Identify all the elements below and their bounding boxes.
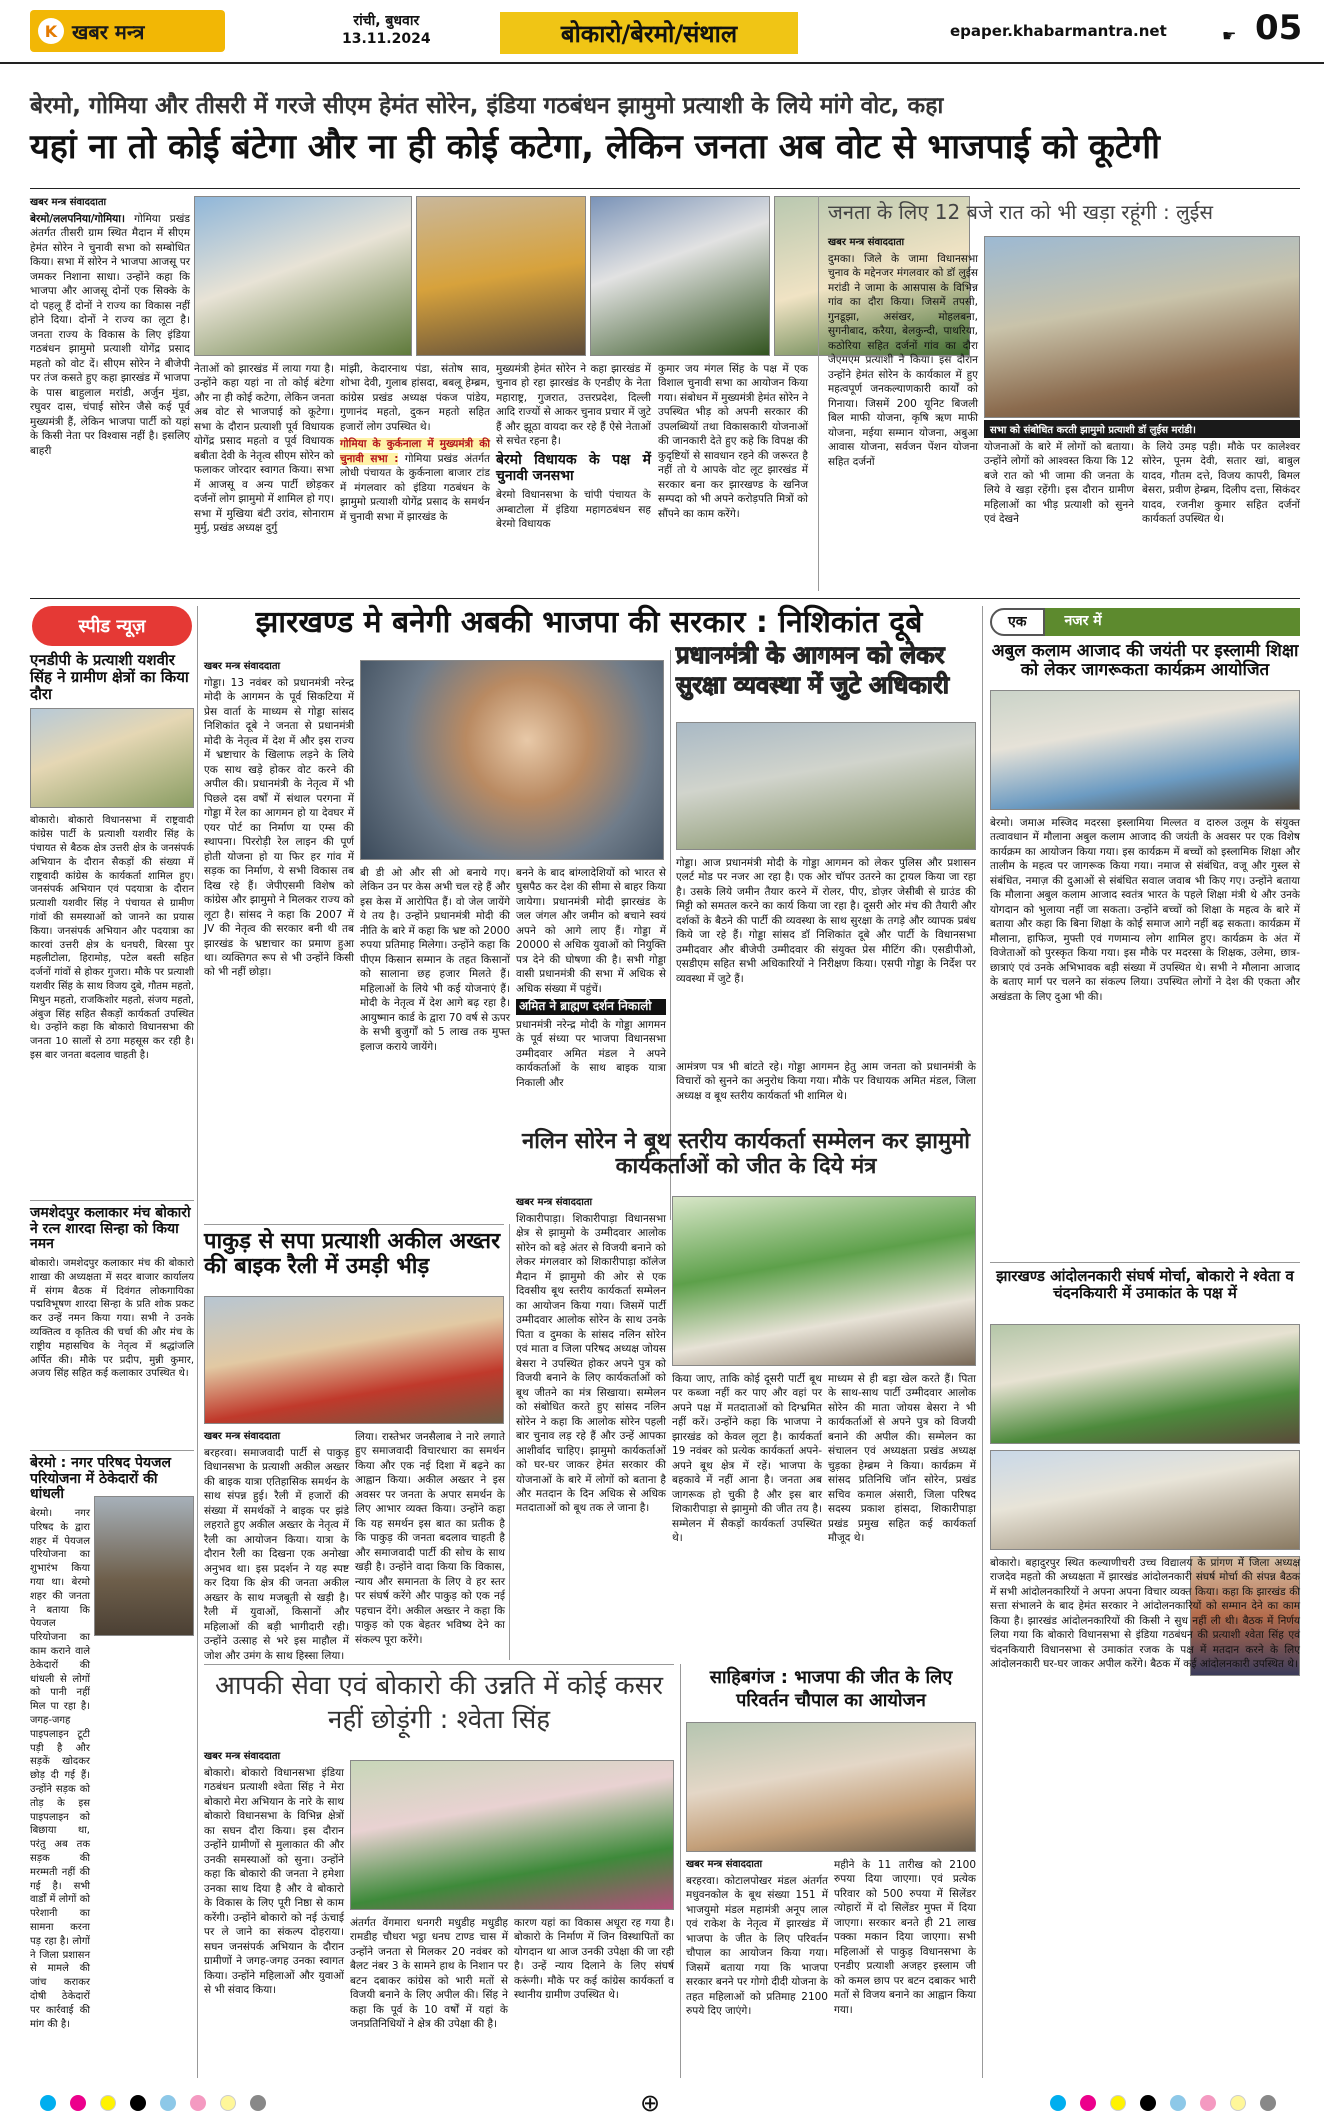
nalin-byline: खबर मन्त्र संवाददाता xyxy=(516,1197,593,1208)
place-day: रांची, बुधवार xyxy=(353,13,420,29)
nishikant-subhead: अमित ने ब्राह्मण दर्शन निकाली xyxy=(516,999,666,1014)
luis-col-2 xyxy=(984,440,1134,591)
nalin-body-3: माध्यम से ही बड़ा खेल करते हैं। पिता के साथ-साथ पार्टी उम्मीदवार आलोक सोरेन की माता जोयस बेसरा ने भी कार्यकर्ताओं से अपने पुत्र को विजयी बनाने की अपील की। सम्मेलन का संचालन एवं अध्यक्षता प्रखंड अध्यक्ष चुड़का हेम्ब्रम ने किया। कार्यक्रम में सांसद प्रतिनिधि जॉन सोरेन, प्रखंड सचिव कमाल अंसारी, जिला परिषद सदस्य प्रकाश हांसदा, शिकारीपाड़ा प्रखंड प्रमुख सहित कई कार्यकर्ता मौजूद थे। xyxy=(828,1373,976,1545)
lead-body-4: मुख्यमंत्री हेमंत सोरेन ने कहा झारखंड में चुनाव हो रहा झारखंड के एनडीए के नेता महाराष्ट्र, गुजरात, उत्तरप्रदेश, दिल्ली आदि राज्यों से आकर चुनाव प्रचार में जुटे हैं और झूठा वायदा कर रहे हैं ऐसे नेताओं से सचेत रहना है। xyxy=(496,363,651,448)
sahibganj-headline: साहिबगंज : भाजपा की जीत के लिए परिवर्तन चौपाल का आयोजन xyxy=(709,1667,953,1712)
page-number: 05 xyxy=(1255,8,1303,48)
ek-nazar-label-1: एक xyxy=(990,608,1045,636)
nishikant-photo xyxy=(360,660,664,860)
lead-photo-2 xyxy=(416,196,586,356)
andolan-body xyxy=(990,1556,1300,2078)
lead-subhead-1: गोमिया के कुर्कनाला में मुख्यमंत्री की चुनावी सभा : xyxy=(340,438,490,465)
luis-body-3: के लिये उमड़ पड़ी। मौके पर कालेश्वर सोरेन, पूनम देवी, सतार खां, बाबुल यादव, गौतम दत्ते, विजय कापरी, बिमल बेसरा, प्रवीण हेम्ब्रम, दिलीप दत्ता, सिकंदर यादव, रजनीश कुमार सहित दर्जनों कार्यकर्ता उपस्थित थे। xyxy=(1142,441,1300,526)
registration-mark-icon: ⊕ xyxy=(640,2089,661,2117)
lead-col-5 xyxy=(658,362,808,591)
shweta-byline: खबर मन्त्र संवाददाता xyxy=(204,1751,281,1762)
lead-photo-1 xyxy=(194,196,412,356)
akeel-photo xyxy=(204,1296,504,1424)
sahibganj-col-2 xyxy=(834,1858,976,2078)
print-color-bar xyxy=(0,2085,1324,2121)
lead-headline: यहां ना तो कोई बंटेगा और ना ही कोई कटेगा, लेकिन जनता अब वोट से भाजपाई को कूटेगी xyxy=(30,127,1160,167)
shweta-body-1: बोकारो। बोकारो विधानसभा इंडिया गठबंधन प्रत्याशी श्वेता सिंह ने मेरा बोकारो मेरा अभियान के नारे के साथ बोकारो विधानसभा के विभिन्न क्षेत्रों का सघन दौरा किया। इस दौरान उन्होंने ग्रामीणों से मुलाकात की और उनकी समस्याओं को सुना। उन्होंने कहा कि बोकारो की जनता ने हमेशा उनका साथ दिया है और वे बोकारो के विकास के लिए पूरी निष्ठा से काम करेंगी। उन्होंने बोकारो को नई ऊंचाई पर ले जाने का संकल्प दोहराया। सघन जनसंपर्क अभियान के दौरान ग्रामीणों ने जगह-जगह उनका स्वागत किया। उन्होंने महिलाओं और युवाओं से भी संवाद किया। xyxy=(204,1766,344,1997)
ek-nazar-label-2: नजर में xyxy=(1045,608,1301,636)
color-dot xyxy=(100,2095,116,2111)
akeel-byline: खबर मन्त्र संवाददाता xyxy=(204,1431,281,1442)
lead-body-4b: बेरमो विधानसभा के चांपी पंचायत के अम्बाटोला में इंडिया महागठबंधन सह बेरमो विधायक xyxy=(496,489,651,531)
shweta-headline: आपकी सेवा एवं बोकारो की उन्नति में कोई कसर नहीं छोड़ूंगी : श्वेता सिंह xyxy=(215,1671,663,1735)
nalin-body-1: शिकारीपाड़ा। शिकारीपाड़ा विधानसभा क्षेत्र से झामुमो के उम्मीदवार आलोक सोरेन को बड़े अंतर से विजयी बनाने को लेकर मंगलवार को शिकारीपाड़ा कॉलेज मैदान में झामुमो की ओर से एक दिवसीय बूथ स्तरीय कार्यकर्ता सम्मेलन का आयोजन किया गया। जिसमें पार्टी उम्मीदवार आलोक सोरेन के साथ उनके पिता व दुमका के सांसद नलिन सोरेन एवं माता व जिला परिषद अध्यक्ष जोयस बेसरा ने उपस्थित होकर अपने पुत्र को विजयी बनाने के लिए कार्यकर्ताओं को बूथ जीतने का मंत्र सिखाया। सम्मेलन को संबोधित करते हुए सांसद नलिन सोरेन ने कहा कि आलोक सोरेन पहली बार चुनाव लड़ रहे हैं और उन्हें आपका आशीर्वाद चाहिए। झामुमो कार्यकर्ताओं को घर-घर जाकर हेमंत सरकार की योजनाओं के बारे में लोगों को बताना है और मतदान के दिन अधिक से अधिक मतदाताओं को बूथ तक ले जाना है। xyxy=(516,1212,666,1515)
color-dot xyxy=(130,2095,146,2111)
lead-byline: खबर मन्त्र संवाददाता xyxy=(30,197,107,208)
security-body-b xyxy=(676,1060,976,1120)
section-title: बोकारो/बेरमो/संथाल xyxy=(500,12,798,54)
nishikant-col-2 xyxy=(360,866,510,1220)
speed-item-1 xyxy=(30,652,194,1197)
speed-item-1-headline: एनडीपी के प्रत्याशी यशवीर सिंह ने ग्रामीण क्षेत्रों का किया दौरा xyxy=(30,651,189,703)
speed-item-2 xyxy=(30,1206,194,1446)
lead-body-5: कुमार जय मंगल सिंह के पक्ष में एक विशाल चुनावी सभा का आयोजन किया गया। संबोधन में मुख्यमंत्री हेमंत सोरेन ने उपस्थित भीड़ को अपनी सरकार की उपलब्धियों तथा विकासकारी योजनाओं की जानकारी देते हुए कहे कि विपक्ष की कुदृष्टियों से सावधान रहने की जरूरत है नहीं तो ये आपके वोट लूट झारखंड में सरकार बना कर झारखण्ड के खनिज सम्पदा को भी अपने करोड़पति मित्रों को सौंपने का काम करेंगे। xyxy=(658,363,809,520)
azad-body xyxy=(990,816,1300,1256)
sahibganj-body-1: बरहरवा। कोटालपोखर मंडल अंतर्गत मधुवनकोल के बूथ संख्या 151 में भाजयुमो मंडल महामंत्री अनूप लाल एवं राकेश के नेतृत्व में झारखंड में भाजपा के जीत के लिए परिवर्तन चौपाल का आयोजन किया गया। जिसमें बताया गया कि भाजपा सरकार बनने पर गोगो दीदी योजना के तहत महिलाओं को प्रतिमाह 2100 रुपये दिए जाएंगे। xyxy=(686,1874,828,2018)
color-dot xyxy=(1050,2095,1066,2111)
luis-body-1: दुमका। जिले के जामा विधानसभा चुनाव के मद्देनजर मंगलवार को डॉ लुईस मरांडी ने जामा के आसपास के विभिन्न गांव का दौरा किया। जिसमें तपसी, गुनडूझा, असंखर, मोहलबना, सुगनीबाद, करैया, बेलकुन्दी, पाथरिया, कठोरिया सहित दर्जनों गांव का दौरा जेएमएम प्रत्याशी ने किया। इस दौरान उन्होंने हेमंत सोरेन के कार्यकाल में हुए महत्वपूर्ण जनकल्याणकारी कार्यों को गिनाया। जिसमें 200 यूनिट बिजली बिल माफी योजना, कृषि ऋण माफी योजना, मईया सम्मान योजना, अबुआ आवास योजना, सर्वजन पेंशन योजना सहित दर्जनों xyxy=(828,252,978,468)
luis-byline: खबर मन्त्र संवाददाता xyxy=(828,237,905,248)
color-dot xyxy=(190,2095,206,2111)
speed-item-2-body: बोकारो। जमशेदपुर कलाकार मंच की बोकारो शाखा की अध्यक्षता में सदर बाजार कार्यालय में संगम बैठक में दिवंगत लोकगायिका पद्मविभूषण शारदा सिन्हा के प्रति शोक प्रकट कर उन्हें नमन किया गया। सभी ने उनके व्यक्तित्व व कृतित्व की चर्चा की और मंच के राष्ट्रीय महासचिव के नेतृत्व में श्रद्धांजलि अर्पित की। मौके पर प्रदीप, मुन्नी कुमार, अजय सिंह सहित कई कलाकार उपस्थित थे। xyxy=(30,1258,194,1380)
color-dot xyxy=(1230,2095,1246,2111)
nalin-headline: नलिन सोरेन ने बूथ स्तरीय कार्यकर्ता सम्मेलन कर झामुमो कार्यकर्ताओं को जीत के दिये मंत्र xyxy=(522,1129,970,1179)
luis-col-1 xyxy=(828,236,978,591)
nalin-photo xyxy=(672,1196,976,1366)
speed-item-3 xyxy=(30,1456,194,2078)
lead-body-3b: गोमिया प्रखंड अंतर्गत लोधी पंचायत के कुर्कनाला बाजार टांड में मंगलवार को इंडिया गठबंधन के झामुमो प्रत्याशी योगेंद्र प्रसाद के समर्थन में चुनावी सभा में झारखंड के xyxy=(340,452,490,523)
lead-col-3 xyxy=(340,362,490,591)
nishikant-col-1 xyxy=(204,660,354,1220)
security-body-b-text: आमंत्रण पत्र भी बांटते रहे। गोड्डा आगमन हेतु आम जनता को प्रधानमंत्री के विचारों को सुनने का अनुरोध किया गया। मौके पर विधायक अमित मंडल, जिला अध्यक्ष व बूथ स्तरीय कार्यकर्ता भी शामिल थे। xyxy=(676,1061,976,1102)
brand-name: खबर मन्त्र xyxy=(72,19,145,44)
speed-item-3-body: बेरमो। नगर परिषद के द्वारा शहर में पेयजल परियोजना का शुभारंभ किया गया था। बेरमो शहर की जनता ने बताया कि पेयजल परियोजना का काम कराने वाले ठेकेदारों की धांधली से लोगों को पानी नहीं मिल पा रहा है। जगह-जगह पाइपलाइन टूटी पड़ी है और सड़कें खोदकर छोड़ दी गई हैं। उन्होंने सड़क को तोड़ के इस पाइपलाइन को बिछाया था, परंतु अब तक सड़क की मरम्मती नहीं की गई है। सभी वार्डों में लोगों को परेशानी का सामना करना पड़ रहा है। लोगों ने जिला प्रशासन से मामले की जांच कराकर दोषी ठेकेदारों पर कार्रवाई की मांग की है। xyxy=(30,1508,90,2030)
azad-photo xyxy=(990,690,1300,810)
akeel-col-1 xyxy=(204,1430,349,1660)
luis-col-3 xyxy=(1142,440,1300,591)
nishikant-headline: झारखण्ड मे बनेगी अबकी भाजपा की सरकार : निशिकांत दूबे xyxy=(255,605,923,640)
lead-dateline: बेरमो/ललपनिया/गोमिया। xyxy=(30,212,125,225)
security-photo xyxy=(676,722,976,850)
sahibganj-body-2: महीने के 11 तारीख को 2100 रुपया दिया जाएगा। एवं प्रत्येक परिवार को 500 रुपया में सिलेंडर त्योहारों में दो सिलेंडर मुफ्त में दिया जाएगा। सरकार बनते ही 21 लाख पक्का मकान दिया जाएगा। सभी महिलाओं से पाकुड़ विधानसभा के एनडीए प्रत्याशी अजहर इस्लाम जी को कमल छाप पर बटन दबाकर भारी मतों से विजय बनाने का आह्वान किया गया। xyxy=(834,1859,976,2016)
nalin-col-3 xyxy=(828,1372,976,1660)
dateline xyxy=(342,12,431,48)
lead-col-1 xyxy=(30,196,190,591)
speed-item-3-photo xyxy=(94,1496,194,1636)
shweta-photo xyxy=(350,1760,674,1910)
nishikant-body-1: गोड्डा। 13 नवंबर को प्रधानमंत्री नरेन्द्र मोदी के आगमन के पूर्व सिकटिया में प्रेस वार्ता के माध्यम से गोड्डा सांसद निशिकांत दूबे ने जनता से प्रधानमंत्री मोदी के नेतृत्व में देश में और इस राज्य में भ्रष्टाचार के खिलाफ लड़ने के लिये एक साथ खड़े होकर वोट करने की अपील की। प्रधानमंत्री के नेतृत्व में भी पिछले दस वर्षों में संथाल परगना में गोड्डा में रेल का आगमन हो या देवघर में एयर पोर्ट का निर्माण या एम्स की स्थापना। पिररोड़ी रेल लाइन की पूर्ण होती योजना हो या फिर हर गांव में सड़क का निर्माण, ये सभी विकास तब दिख रहे हैं। जेपीएसमी विशेष को कांग्रेस और झामुमो ने मिलकर राज्य को लूटा है। सांसद ने कहा कि 2007 में JV की नेतृत्व की सरकार बनी थी तब झारखंड के भ्रष्टाचार का प्रमाण हुआ था। व्यक्तिगत रूप से भी उन्होंने किसी को भी नहीं छोड़ा। xyxy=(204,676,354,979)
lead-body-2: नेताओं को झारखंड में लाया गया है। उन्होंने कहा यहां ना तो कोई बंटेगा और ना ही कोई कटेगा, लेकिन जनता अब वोट से भाजपाई को कूटेगा। सभा के दौरान प्रत्याशी पूर्व विधायक योगेंद्र प्रसाद महतो व पूर्व विधायक बबीता देवी के नेतृत्व सीएम सोरेन को फलाकर जोरदार स्वागत किया। सभा में आजसू व अन्य पार्टी छोड़कर दर्जनों लोग झामुमो में शामिल हो गए। सभा में मुखिया बंटी उरांव, सोनाराम मुर्मु, प्रखंड अध्यक्ष दुर्गु xyxy=(194,363,334,535)
masthead xyxy=(0,0,1324,64)
nishikant-body-2: बी डी ओ और सी ओ बनाये गए। लेकिन उन पर केस अभी चल रहे हैं और इस केस में आरोपित हैं। वो जेल जायेंगे ये तय है। उन्होंने प्रधानमंत्री मोदी की नीति के बारे में कहा कि भ्रष्ट को 2000 रुपया प्रतिमाह मिलेगा। उन्होंने कहा कि पीएम किसान सम्मान के तहत किसानों को सालाना छह हजार मिलते हैं। महिलाओं के लिये भी कई योजनाएं हैं। मोदी के नेतृत्व में देश आगे बढ़ रहा है। आयुष्मान कार्ड के द्वारा 70 वर्ष से ऊपर के सभी बुजुर्गों को 5 लाख तक मुफ्त इलाज कराये जायेंगे। xyxy=(360,867,510,1053)
luis-caption: सभा को संबोधित करती झामुमो प्रत्याशी डॉ लुईस मरांडी। xyxy=(984,420,1300,438)
lead-kicker: बेरमो, गोमिया और तीसरी में गरजे सीएम हेमंत सोरेन, इंडिया गठबंधन झामुमो प्रत्याशी के लिये मांगे वोट, कहा xyxy=(30,93,944,119)
sahibganj-byline: खबर मन्त्र संवाददाता xyxy=(686,1859,763,1870)
color-dot xyxy=(1200,2095,1216,2111)
lead-subhead-2: बेरमो विधायक के पक्ष में चुनावी जनसभा xyxy=(496,451,651,484)
color-dot xyxy=(250,2095,266,2111)
ek-nazar-label xyxy=(990,608,1300,636)
color-dot xyxy=(220,2095,236,2111)
color-dot xyxy=(40,2095,56,2111)
color-dot xyxy=(1140,2095,1156,2111)
security-body-text: गोड्डा। आज प्रधानमंत्री मोदी के गोड्डा आगमन को लेकर पुलिस और प्रशासन एलर्ट मोड पर नजर आ रहा है। एक ओर चॉपर उतरने का ट्रायल किया जा रहा है। उसके लिये जमीन तैयार करने में रोलर, पीए, डोज़र जेसीबी से ग्राउंड की मिट्टी को समतल करने का कार्य किया जा रहा है। दूसरी ओर मंच की तैयारी और दर्शकों के बैठने की पार्टी की व्यवस्था के साथ सुरक्षा के तगड़े और व्यापक प्रबंध किये जा रहे हैं। गोड्डा सांसद डॉ निशिकांत दूबे और पार्टी के विधानसभा उम्मीदवार और बीजेपी उम्मीदवार की संयुक्त प्रेस मीटिंग की। एसडीपीओ, एसडीएम सहित सभी अधिकारियों ने निरीक्षण किया। एसपी गोड्डा के निर्देश पर व्यवस्था में जुटे हैं। xyxy=(676,857,976,985)
issue-date: 13.11.2024 xyxy=(342,31,431,48)
nalin-col-2 xyxy=(672,1372,822,1660)
nalin-body-2: किया जाए, ताकि कोई दूसरी पार्टी बूथ पर कब्जा नहीं कर पाए और वहां पर अपने पक्ष में मतदाताओं को दिग्भ्रमित नहीं करें। उन्होंने कहा कि भाजपा ने झारखंड को केवल लूटा है। कार्यकर्ता 19 नवंबर को प्रत्येक कार्यकर्ता अपने-अपने बूथ क्षेत्र में रहें। भाजपा के बहकावे में नहीं आना है। जनता अब जागरूक हो चुकी है और इस बार शिकारीपाड़ा से झामुमो की जीत तय है। सम्मेलन में सैकड़ों कार्यकर्ता उपस्थित थे। xyxy=(672,1373,822,1545)
color-dot xyxy=(1260,2095,1276,2111)
andolan-body-text: बोकारो। बहादुरपुर स्थित कल्याणीचरी उच्च विद्यालय के प्रांगण में जिला अध्यक्ष राजदेव महतो की अध्यक्षता में झारखंड आंदोलनकारी संघर्ष मोर्चा की संपन्न बैठक में सभी आंदोलनकारियों ने अपना अपना विचार व्यक्त किया। कहा कि झारखंड की सत्ता संभालने के बाद हेमंत सरकार ने आंदोलनकारियों को सम्मान देने का काम किया है। झारखंड आंदोलनकारियों की किसी ने सुध नहीं ली थी। बैठक में निर्णय लिया गया कि बोकारो विधानसभा से इंडिया गठबंधन की प्रत्याशी श्वेता सिंह एवं चंदनकियारी विधानसभा से उमाकांत रजक के पक्ष में मतदान करने के लिए आंदोलनकारी घर-घर जाकर अपील करेंगे। बैठक में कई आंदोलनकारी उपस्थित थे। xyxy=(990,1557,1300,1671)
lead-photo-3 xyxy=(590,196,770,356)
shweta-col-2 xyxy=(350,1916,508,2078)
azad-body-text: बेरमो। जमाअ मस्जिद मदरसा इस्लामिया मिल्लत व दारुल उलूम के संयुक्त तत्वावधान में मौलाना अबुल कलाम आजाद की जयंती के अवसर पर एक विशेष कार्यक्रम का आयोजन किया गया। इस कार्यक्रम में बच्चों को इस्लामिक शिक्षा और तालीम के महत्व पर जागरूक किया गया। नमाज से संबंधित, वजू और गुस्ल से संबंधित, नमाज़ की दुआओं से संबंधित सवाल जवाब भी किए गए। उन्होंने बताया कि मौलाना अबुल कलाम आजाद स्वतंत्र भारत के पहले शिक्षा मंत्री थे और उनके योगदान को भुलाया नहीं जा सकता। उन्होंने बच्चों को शिक्षा के महत्व के बारे में बताया और कहा कि बिना शिक्षा के कोई समाज आगे नहीं बढ़ सकता। कार्यक्रम में मौलाना, हाफिज, मुफ्ती एवं गणमान्य लोग शामिल हुए। कार्यक्रम के अंत में विजेताओं को पुरस्कृत किया गया। इस मौके पर मदरसा के शिक्षक, उलेमा, छात्र-छात्राएं एवं उनके अभिभावक बड़ी संख्या में उपस्थित थे। सभी ने मौलाना आजाद के बताए मार्ग पर चलने का संकल्प लिया। उपस्थित लोगों ने देश की एकता और अखंडता के लिए दुआ भी की। xyxy=(990,817,1300,1003)
shweta-col-1 xyxy=(204,1750,344,2078)
security-headline: प्रधानमंत्री के आगमन को लेकर सुरक्षा व्यवस्था में जुटे अधिकारी xyxy=(676,641,950,699)
nishikant-byline: खबर मन्त्र संवाददाता xyxy=(204,661,281,672)
luis-body-2: योजनाओं के बारे में लोगों को बताया। उन्होंने लोगों को आश्वस्त किया कि 12 बजे रात को भी जामा की जनता के लिये वे खड़ा रहेंगी। इस दौरान ग्रामीण महिलाओं का भीड़ प्रत्याशी को सुनने एवं देखने xyxy=(984,441,1134,526)
speed-item-3-headline: बेरमो : नगर परिषद पेयजल परियोजना में ठेकेदारों की धांधली xyxy=(30,1455,171,1503)
andolan-headline: झारखण्ड आंदोलनकारी संघर्ष मोर्चा, बोकारो ने श्वेता व चंदनकियारी में उमाकांत के पक्ष में xyxy=(996,1267,1294,1302)
luis-headline: जनता के लिए 12 बजे रात को भी खड़ा रहूंगी : लुईस xyxy=(828,200,1213,224)
sahibganj-col-1 xyxy=(686,1858,828,2078)
andolan-photo-2 xyxy=(990,1450,1300,1550)
lead-col-2 xyxy=(194,362,334,591)
luis-photo xyxy=(984,236,1300,418)
color-dot xyxy=(160,2095,176,2111)
akeel-col-2-visible xyxy=(355,1430,505,1660)
cursor-icon: ☛ xyxy=(1222,26,1237,45)
color-dot xyxy=(70,2095,86,2111)
lead-body-1: गोमिया प्रखंड अंतर्गत तीसरी ग्राम स्थित मैदान में सीएम हेमंत सोरेन ने चुनावी सभा को सम्बोधित किया। सभा में सोरेन ने भाजपा आजसू पर जमकर निशाना साधा। उन्होंने कहा कि भाजपा और आजसू दोनों एक सिक्के के दो पहलू हैं दोनों ने राज्य का विकास नहीं होने दिया। दोनों ने राज्य का लूटा है। जनता राज्य के विकास के लिए इंडिया गठबंधन झामुमो प्रत्याशी योगेंद्र प्रसाद महतो को वोट दें। सीएम सोरेन ने बीजेपी पर तंज कसते हुए कहा झारखंड में भाजपा के पास बाहुलाल मरांडी, अर्जुन मुंडा, रघुवर दास, चंपाई सोरेन जैसे कई पूर्व मुख्यमंत्री हैं, लेकिन भाजपा पार्टी को यहां के किसी नेता पर विश्वास नहीं है। इसलिए बाहरी xyxy=(30,212,190,457)
sahibganj-photo xyxy=(686,1722,976,1852)
color-dot xyxy=(1080,2095,1096,2111)
akeel-body-2: लिया। रास्तेभर जनसैलाब ने नारे लगाते हुए समाजवादी विचारधारा का समर्थन किया और एक नई दिशा में बढ़ने का आह्वान किया। अकील अख्तर ने इस अवसर पर जनता के अपार समर्थन के लिए आभार व्यक्त किया। उन्होंने कहा कि यह समर्थन इस बात का प्रतीक है कि पाकुड़ की जनता बदलाव चाहती है और समाजवादी पार्टी की सोच के साथ खड़ी है। उन्होंने वादा किया कि विकास, न्याय और समानता के लिए वे हर स्तर पर संघर्ष करेंगे और पाकुड़ को एक नई पहचान देंगे। अकील अख्तर ने कहा कि पाकुड़ को एक बेहतर भविष्य देने का संकल्प पूरा करेंगे। xyxy=(355,1431,505,1646)
akeel-body-1: बरहरवा। समाजवादी पार्टी से पाकुड़ विधानसभा के प्रत्याशी अकील अख्तर की बाइक यात्रा एतिहासिक समर्थन के साथ संपन्न हुई। रैली में हजारों की संख्या में समर्थकों ने बाइक पर झंडे लहराते हुए अकील अख्तर के नेतृत्व में रैली का आयोजन किया। यात्रा के दौरान रैली का दिखना एक अनोखा अनुभव था। इस प्रदर्शन ने यह स्पष्ट कर दिया कि क्षेत्र की जनता अकील अख्तर के साथ मजबूती से खड़ी है। रैली में युवाओं, किसानों और महिलाओं की बड़ी भागीदारी रही। उन्होंने उत्साह से भरे इस माहौल में जोश और उमंग के साथ हिस्सा लिया। xyxy=(204,1446,349,1662)
security-body xyxy=(676,856,976,1056)
brand-logo[interactable] xyxy=(30,10,225,52)
shweta-body-2: अंतर्गत वेंगमारा धनगरी मधुडीह मधुडीह रामडीह चौधरा भट्ठा धनघ टाण्ड चास में उन्होंने जनता से मिलकर 20 नवंबर को बैलट नंबर 3 के सामने हाथ के निशान पर बटन दबाकर कांग्रेस को भारी मतों से विजयी बनाने के लिए अपील की। सिंह ने कहा कि पूर्व के 10 वर्षों में यहां के जनप्रतिनिधियों ने क्षेत्र की उपेक्षा की है। xyxy=(350,1917,508,2031)
speed-item-2-headline: जमशेदपुर कलाकार मंच बोकारो ने रत्न शारदा सिन्हा को किया नमन xyxy=(30,1205,191,1253)
nishikant-body-3b: प्रधानमंत्री नरेन्द्र मोदी के गोड्डा आगमन के पूर्व संध्या पर भाजपा विधानसभा उम्मीदवार अमित मंडल ने अपने कार्यकर्ताओं के साथ बाइक यात्रा निकाली और xyxy=(516,1018,666,1089)
speed-item-1-photo xyxy=(30,708,194,808)
nishikant-body-3: बनने के बाद बांग्लादेशियों को भारत से घुसपैठ कर देश की सीमा से बाहर किया जायेगा। प्रधानमंत्री मोदी झारखंड के जल जंगल और जमीन को बचाने स्वयं अपने को आगे लाए हैं। गोड्डा में 20000 से अधिक युवाओं को नियुक्ति पत्र देने की घोषणा की है। सभी गोड्डा वासी प्रधानमंत्री की सभा में अधिक से अधिक संख्या में पहुंचें। xyxy=(516,867,666,995)
lead-col-4 xyxy=(496,362,651,591)
speed-news-text: स्पीड न्यूज़ xyxy=(78,616,146,637)
lead-body-3: मांझी, केदारनाथ पंडा, संतोष साव, शोभा देवी, गुलाब हांसदा, बबलू हेम्ब्रम, कांग्रेस प्रखंड अध्यक्ष पंकज पांडेय, गुणानंद महतो, दुकन महतो सहित हजारों लोग उपस्थित थे। xyxy=(340,363,490,433)
color-dot xyxy=(1170,2095,1186,2111)
nalin-col-1 xyxy=(516,1196,666,1660)
azad-headline: अबुल कलाम आजाद की जयंती पर इस्लामी शिक्षा को लेकर जागरूकता कार्यक्रम आयोजित xyxy=(991,641,1299,681)
website-link[interactable]: epaper.khabarmantra.net xyxy=(950,22,1167,40)
speed-news-label xyxy=(32,606,192,646)
shweta-body-3: कारण यहां का विकास अधूरा रह गया है। बोकारो के निर्माण में जिन विस्थापितों का योगदान था आज उनकी उपेक्षा की जा रही है। उन्हें न्याय दिलाने के लिए संघर्ष करूंगी। मौके पर कई कांग्रेस कार्यकर्ता व स्थानीय ग्रामीण उपस्थित थे। xyxy=(514,1917,674,2002)
brand-logo-icon: K xyxy=(38,18,64,44)
speed-item-1-body: बोकारो। बोकारो विधानसभा में राष्ट्रवादी कांग्रेस पार्टी के प्रत्याशी यशवीर सिंह के पंचायत से बैठक क्षेत्र उत्तरी क्षेत्र के जनसंपर्क अभियान के दौरान सैकड़ों की संख्या में राष्ट्रवादी कांग्रेस के कार्यकर्ता शामिल हुए। जनसंपर्क अभियान एवं पदयात्रा के दौरान प्रत्याशी यशवीर सिंह ने पंचायत से ग्रामीण गांवों की समस्याओं को जानने का प्रयास किया। जनसंपर्क अभियान और पदयात्रा का कारवां उत्तरी क्षेत्र के धनघरी, बिरसा पुर महलीटोला, हिरामोड़, पटेल बस्ती सहित दर्जनों गांवों से होकर गुजरा। मौके पर प्रत्याशी यशवीर सिंह के साथ विजय दुबे, गौतम महतो, मिथुन महतो, राजकिशोर महतो, संजय महतो, अंबुज सिंह सहित सैकड़ों कार्यकर्ता उपस्थित थे। उन्होंने कहा कि बोकारो विधानसभा की जनता 10 सालों से ठगा महसूस कर रही है। इस बार जनता बदलाव चाहती है। xyxy=(30,815,194,1061)
andolan-photo-1 xyxy=(990,1324,1300,1444)
shweta-col-3 xyxy=(514,1916,674,2078)
color-dot xyxy=(1110,2095,1126,2111)
akeel-headline: पाकुड़ से सपा प्रत्याशी अकील अख्तर की बाइक रैली में उमड़ी भीड़ xyxy=(204,1229,501,1279)
